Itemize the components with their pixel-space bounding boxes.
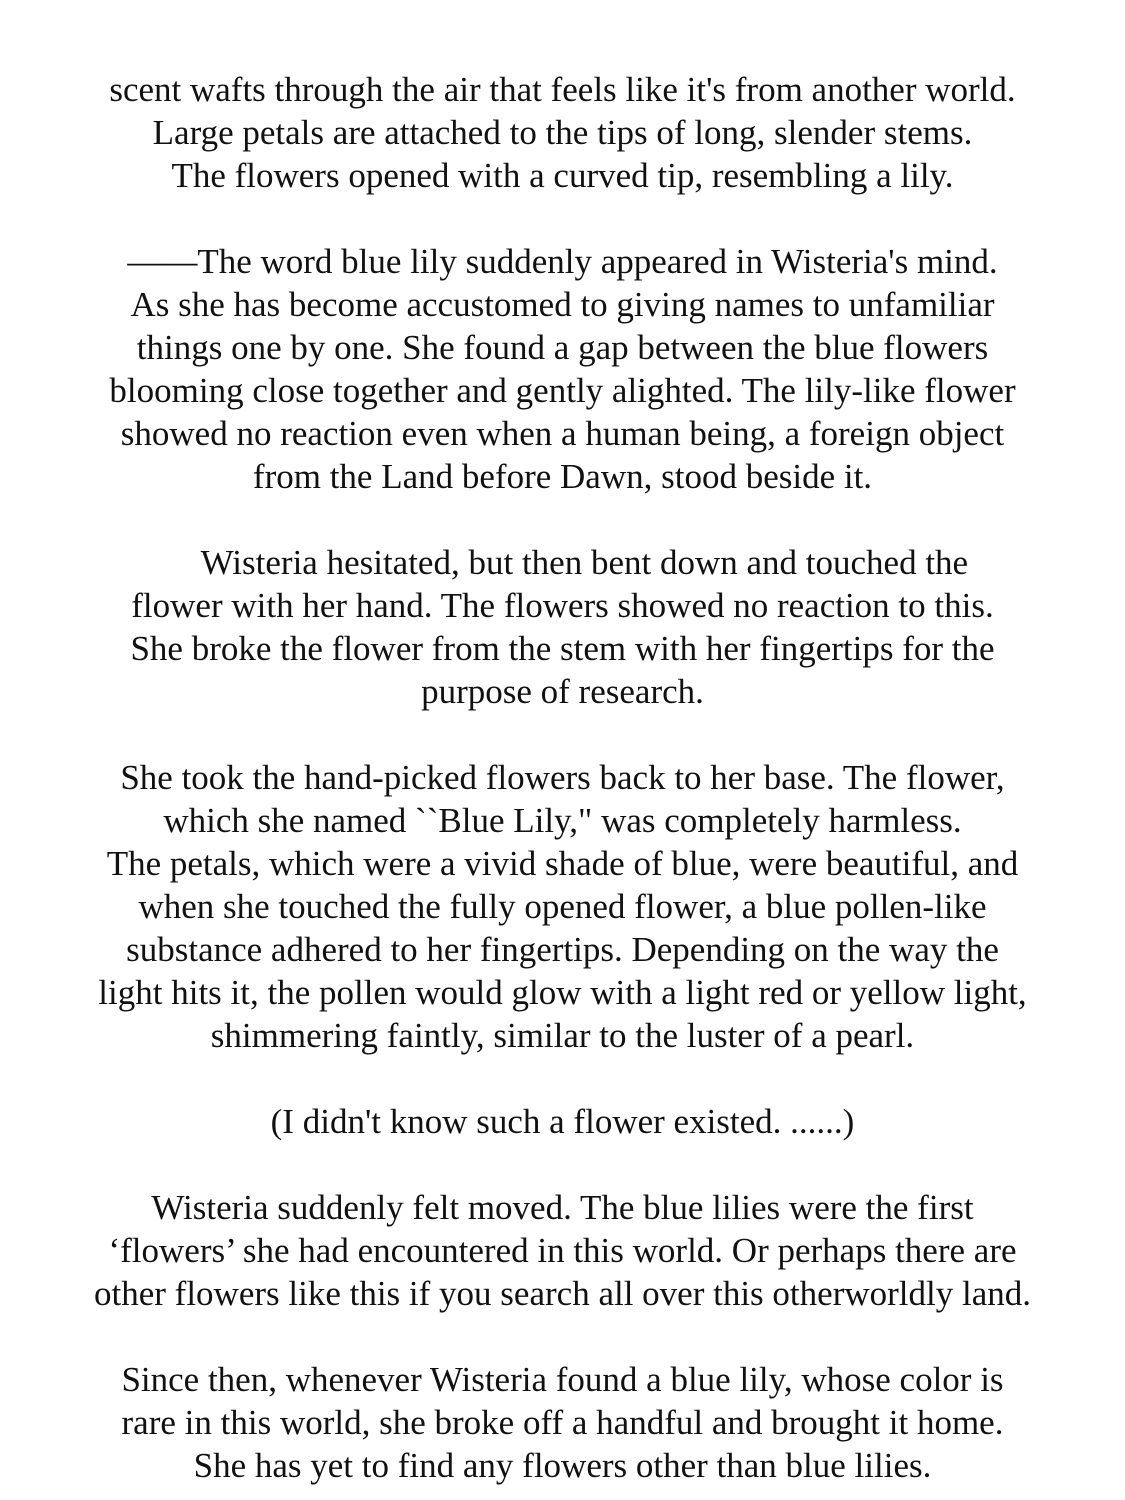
text-line: Since then, whenever Wisteria found a blue lily, whose color is <box>121 1360 1004 1399</box>
text-line: As she has become accustomed to giving names to unfamiliar <box>130 285 995 324</box>
text-line: Wisteria suddenly felt moved. The blue lilies were the first <box>151 1188 974 1227</box>
text-line: The petals, which were a vivid shade of blue, were beautiful, and <box>106 844 1019 883</box>
text-line: (I didn't know such a flower existed. ......) <box>270 1102 855 1141</box>
text-line: ‘flowers’ she had encountered in this world. Or perhaps there are <box>108 1231 1017 1270</box>
text-line: which she named ``Blue Lily," was completely harmless. <box>163 801 962 840</box>
text-line: ——The word blue lily suddenly appeared in Wisteria's mind. <box>127 242 998 281</box>
text-line: purpose of research. <box>421 672 704 711</box>
text-line: Large petals are attached to the tips of long, slender stems. <box>152 113 973 152</box>
text-line: She has yet to find any flowers other than blue lilies. <box>193 1446 932 1485</box>
text-line: scent wafts through the air that feels like it's from another world. <box>109 70 1016 109</box>
text-line: She broke the flower from the stem with her fingertips for the <box>130 629 995 668</box>
text-line: blooming close together and gently alighted. The lily-like flower <box>109 371 1016 410</box>
text-line: Wisteria hesitated, but then bent down and touched the <box>156 543 969 582</box>
text-line: flower with her hand. The flowers showed no reaction to this. <box>131 586 994 625</box>
text-line: showed no reaction even when a human being, a foreign object <box>120 414 1005 453</box>
text-line: when she touched the fully opened flower, a blue pollen-like <box>138 887 987 926</box>
text-line: other flowers like this if you search all over this otherworldly land. <box>94 1274 1031 1313</box>
text-line: light hits it, the pollen would glow with a light red or yellow light, <box>98 973 1027 1012</box>
text-line: The flowers opened with a curved tip, resembling a lily. <box>171 156 954 195</box>
text-line: things one by one. She found a gap between the blue flowers <box>136 328 989 367</box>
text-line: shimmering faintly, similar to the luster of a pearl. <box>210 1016 915 1055</box>
text-line: She took the hand-picked flowers back to her base. The flower, <box>120 758 1005 797</box>
text-line: rare in this world, she broke off a handful and brought it home. <box>121 1403 1004 1442</box>
text-line: substance adhered to her fingertips. Depending on the way the <box>126 930 999 969</box>
text-line: from the Land before Dawn, stood beside it. <box>252 457 873 496</box>
